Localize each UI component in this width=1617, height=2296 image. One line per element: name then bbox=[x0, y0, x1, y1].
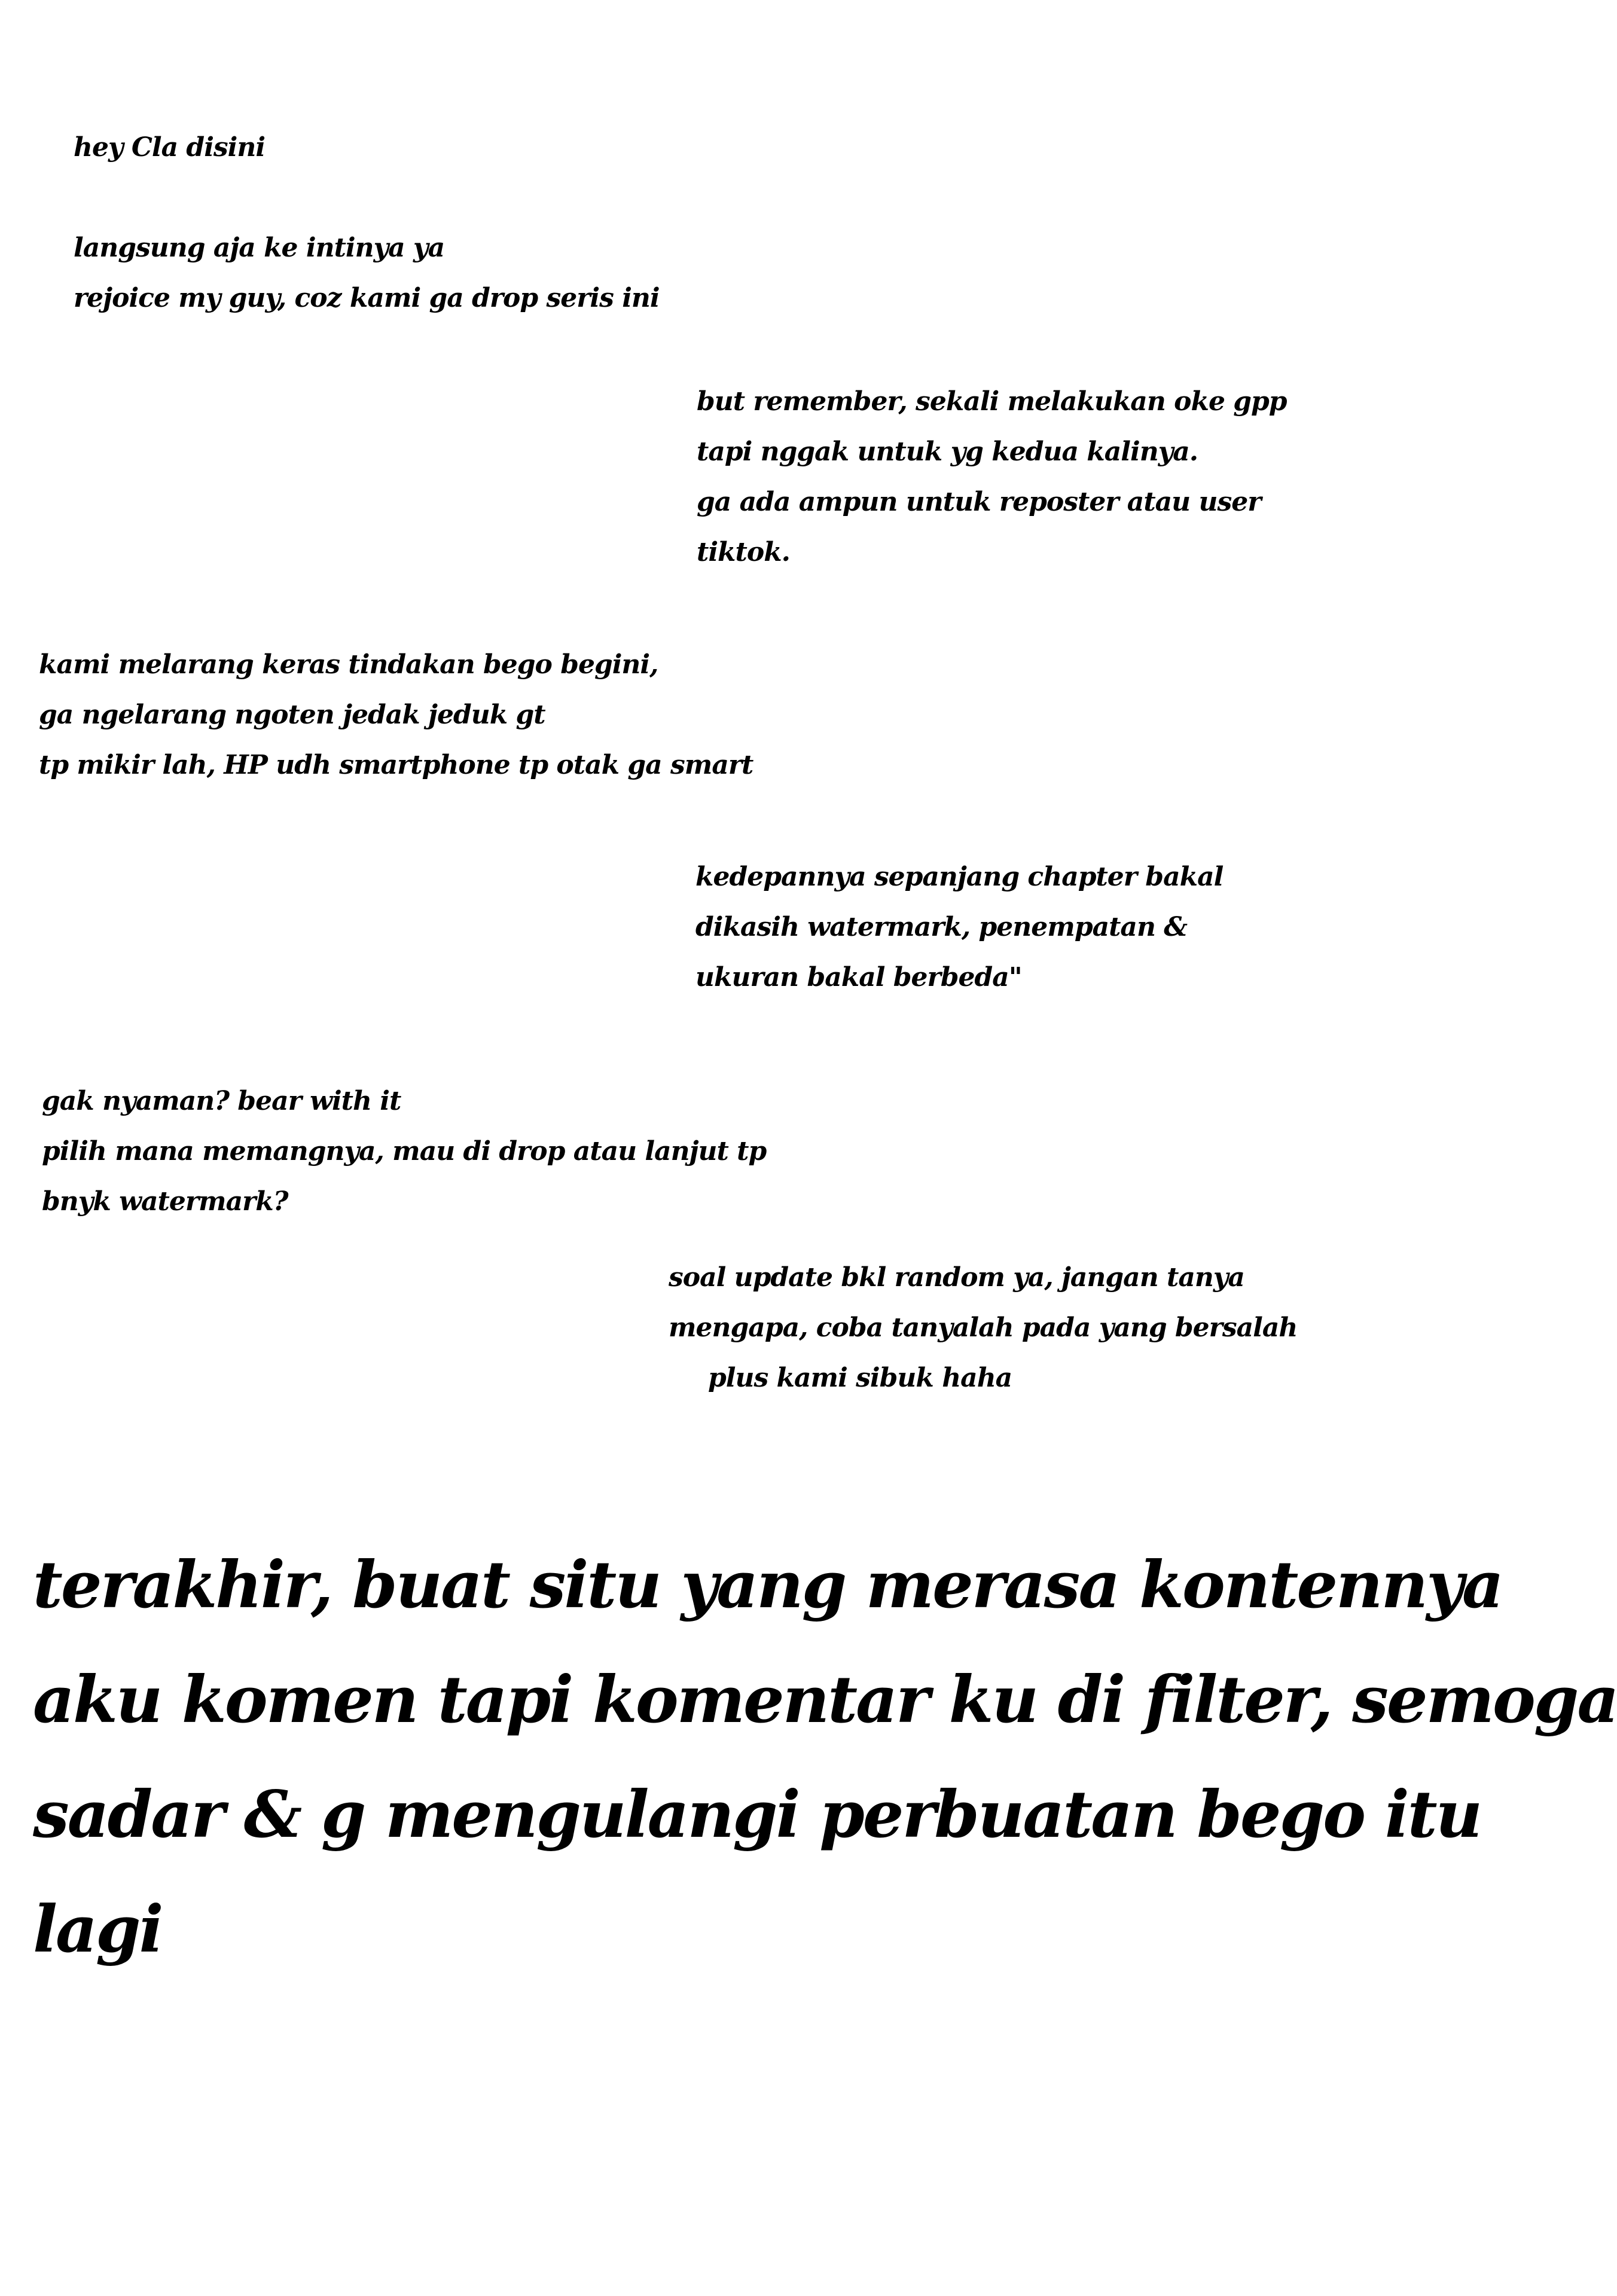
bear-paragraph bbox=[42, 1076, 766, 1227]
closing-line-2: aku komen tapi komentar ku di filter, semoga bbox=[33, 1662, 1617, 1738]
forbid-line-2: ga ngelarang ngoten jedak jeduk gt bbox=[39, 700, 545, 730]
intro-greeting-text: hey Cla disini bbox=[74, 132, 266, 163]
closing-line-3: sadar & g mengulangi perbuatan bego itu bbox=[33, 1777, 1481, 1852]
warning-paragraph bbox=[697, 377, 1287, 578]
bear-line-1: gak nyaman? bear with it bbox=[42, 1086, 401, 1116]
watermark-line-2: dikasih watermark, penempatan & bbox=[695, 912, 1187, 942]
update-paragraph bbox=[669, 1253, 1297, 1403]
intro-line-1: langsung aja ke intinya ya bbox=[74, 233, 445, 263]
intro-greeting bbox=[74, 123, 265, 173]
update-line-3: plus kami sibuk haha bbox=[708, 1363, 1012, 1393]
watermark-line-3: ukuran bakal berbeda" bbox=[695, 962, 1022, 993]
warning-line-1: but remember, sekali melakukan oke gpp bbox=[697, 386, 1287, 417]
warning-line-4: tiktok. bbox=[697, 537, 791, 567]
update-line-1: soal update bkl random ya, jangan tanya bbox=[669, 1262, 1244, 1293]
bear-line-3: bnyk watermark? bbox=[42, 1186, 288, 1217]
forbid-paragraph bbox=[39, 640, 753, 790]
forbid-line-1: kami melarang keras tindakan bego begini, bbox=[39, 649, 658, 680]
intro-paragraph bbox=[74, 223, 660, 323]
update-line-2: mengapa, coba tanyalah pada yang bersalah bbox=[669, 1312, 1298, 1343]
bear-line-2: pilih mana memangnya, mau di drop atau lanjut tp bbox=[42, 1136, 767, 1167]
watermark-paragraph bbox=[695, 852, 1223, 1003]
intro-line-2: rejoice my guy, coz kami ga drop seris ini bbox=[74, 283, 660, 313]
watermark-line-1: kedepannya sepanjang chapter bakal bbox=[695, 862, 1224, 892]
forbid-line-3: tp mikir lah, HP udh smartphone tp otak ga smart bbox=[39, 750, 753, 780]
closing-line-4: lagi bbox=[33, 1892, 162, 1967]
closing-line-1: terakhir, buat situ yang merasa kontennya bbox=[33, 1547, 1502, 1623]
warning-line-3: ga ada ampun untuk reposter atau user bbox=[697, 487, 1261, 517]
warning-line-2: tapi nggak untuk yg kedua kalinya. bbox=[697, 436, 1198, 467]
closing-paragraph bbox=[33, 1528, 1617, 1987]
